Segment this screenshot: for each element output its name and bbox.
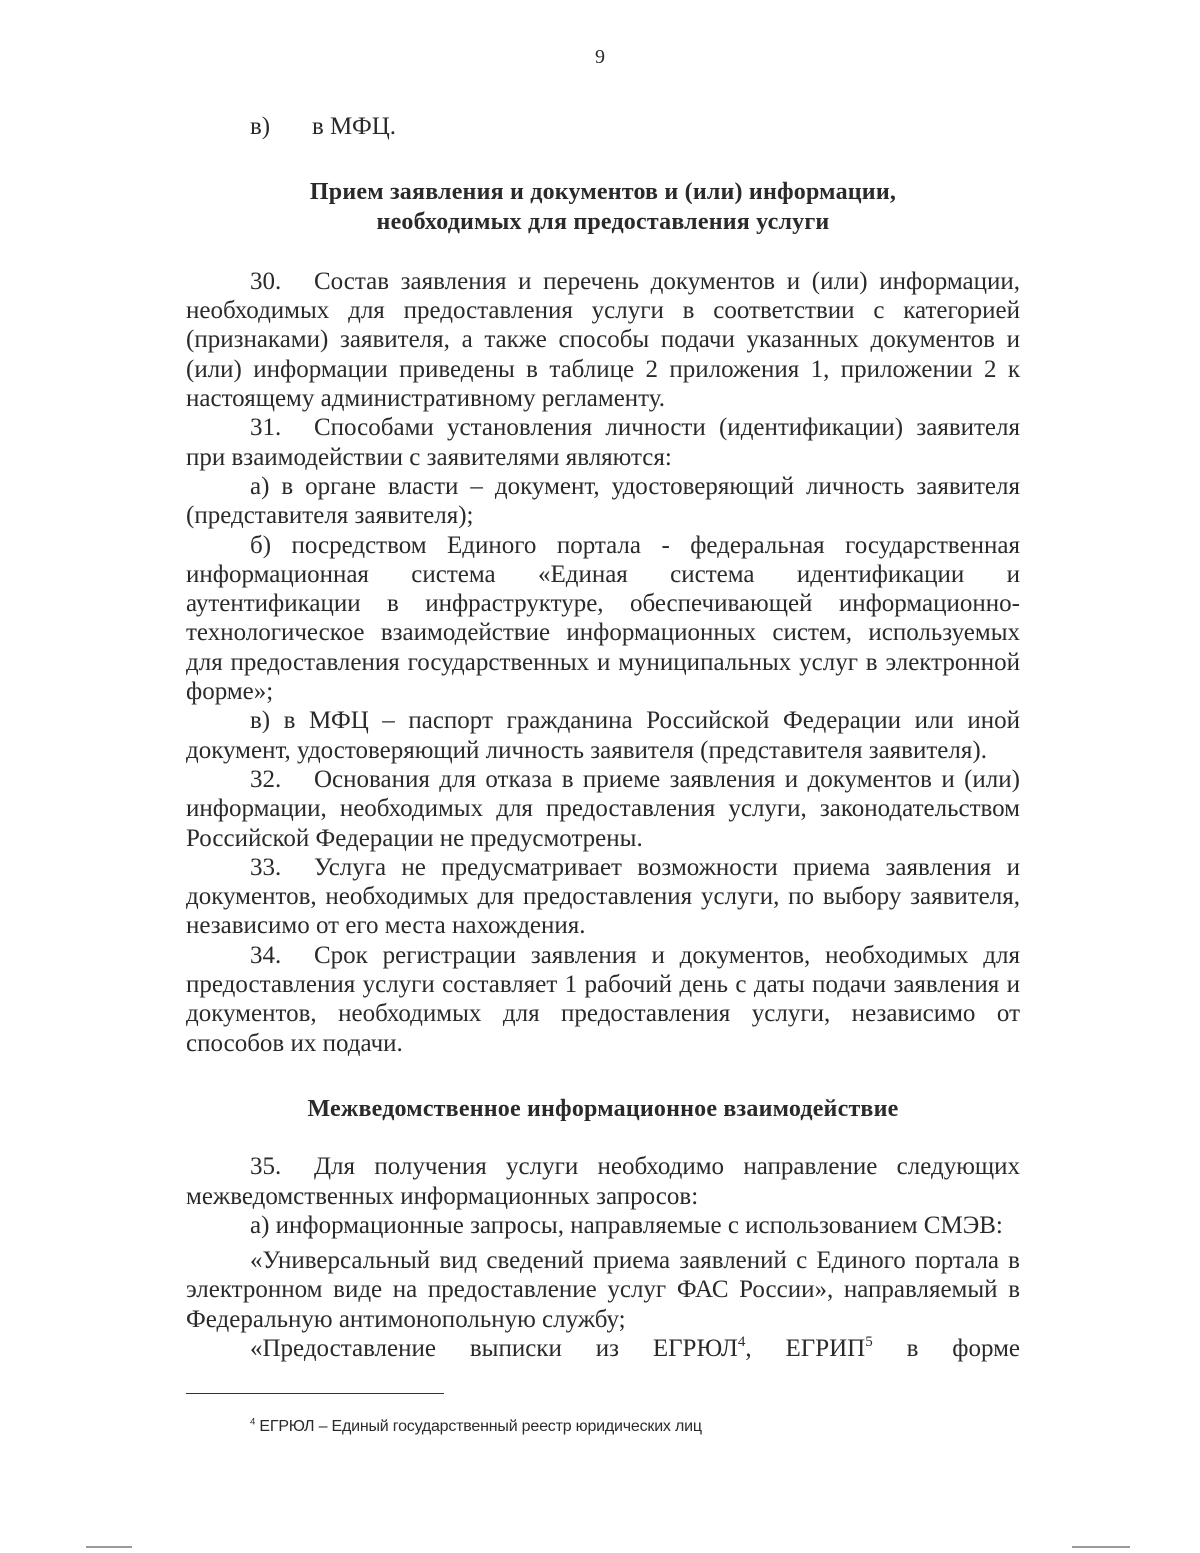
paragraph-number: 33.: [250, 853, 282, 881]
paragraph-35-query-2: [186, 1334, 1020, 1363]
query-2-text-part3: в форме: [872, 1334, 1020, 1362]
paragraph-35: [186, 1152, 1020, 1211]
paragraph-text: Для получения услуги необходимо направление следующих межведомственных информационных запросов:: [186, 1153, 1020, 1210]
intro-item-label: в): [250, 113, 271, 140]
paragraph-number: 35.: [250, 1153, 282, 1181]
footnote-text: ЕГРЮЛ – Единый государственный реестр юридических лиц: [255, 1418, 702, 1435]
query-2-text-part1: «Предоставление выписки из ЕГРЮЛ: [250, 1334, 738, 1362]
paragraph-text: Состав заявления и перечень документов и (или) информации, необходимых для предоставления услуги в соответствии с категорией (признаками) заявителя, а также способы подачи указанных документов и (или) информации приведены в таблице 2 приложения 1, приложении 2 к настоящему административному регламенту.: [186, 267, 1020, 413]
paragraph-text: Основания для отказа в приеме заявления и документов и (или) информации, необходимых для предоставления услуги, законодательством Российской Федерации не предусмотрены.: [186, 765, 1020, 852]
paragraph-text: Способами установления личности (идентификации) заявителя при взаимодействии с заявителями являются:: [186, 414, 1020, 471]
page-number: 9: [595, 46, 605, 68]
section-heading-intake-line2: необходимых для предоставления услуги: [376, 208, 830, 235]
paragraph-number: 31.: [250, 414, 282, 442]
page-content: [186, 112, 1020, 1363]
section-heading-intake-line1: Прием заявления и документов и (или) информации,: [309, 179, 897, 206]
paragraph-30: [186, 267, 1020, 413]
paragraph-35-query-1: «Универсальный вид сведений приема заявлений с Единого портала в электронном виде на предоставление услуг ФАС России», направляемый в Федеральную антимонопольную службу;: [186, 1247, 1020, 1333]
paragraph-31-a: а) в органе власти – документ, удостоверяющий личность заявителя (представителя заявителя);: [186, 472, 1020, 530]
footnote-ref-4: 4: [737, 1333, 746, 1350]
paragraph-number: 32.: [250, 765, 282, 793]
paragraph-text: Срок регистрации заявления и документов, необходимых для предоставления услуги составляет 1 рабочий день с даты подачи заявления и документов, необходимых для предоставления услуги, независимо от способов их подачи.: [186, 941, 1020, 1057]
footnote-separator: [186, 1393, 444, 1394]
scan-artifact-left: [86, 1546, 132, 1548]
paragraph-34: [186, 941, 1020, 1058]
intro-item: [250, 112, 1020, 141]
query-2-text-part2: , ЕГРИП: [745, 1334, 866, 1362]
paragraph-31-c: в) в МФЦ – паспорт гражданина Российской Федерации или иной документ, удостоверяющий личность заявителя (представителя заявителя).: [186, 707, 1020, 764]
scan-artifact-right: [1072, 1546, 1130, 1548]
paragraph-35-a: а) информационные запросы, направляемые с использованием СМЭВ:: [250, 1211, 1003, 1239]
paragraph-number: 30.: [250, 267, 282, 295]
section-heading-interagency: Межведомственное информационное взаимодействие: [307, 1095, 899, 1122]
intro-item-text: в МФЦ.: [312, 113, 397, 140]
paragraph-number: 34.: [250, 941, 282, 969]
paragraph-31-b: б) посредством Единого портала - федеральная государственная информационная система «Единая система идентификации и аутентификации в инфраструктуре, обеспечивающей информационно-технологическое взаимодействие информационных систем, используемых для предоставления государственных и муниципальных услуг в электронной форме»;: [186, 531, 1020, 706]
footnote-ref-5: 5: [865, 1333, 873, 1350]
paragraph-text: Услуга не предусматривает возможности приема заявления и документов, необходимых для предоставления услуги, по выбору заявителя, независимо от его места нахождения.: [186, 853, 1020, 940]
footnote-4: [250, 1418, 702, 1436]
footnote-marker: 4: [250, 1416, 256, 1428]
paragraph-32: [186, 765, 1020, 853]
paragraph-31: [186, 413, 1020, 472]
paragraph-33: [186, 853, 1020, 941]
